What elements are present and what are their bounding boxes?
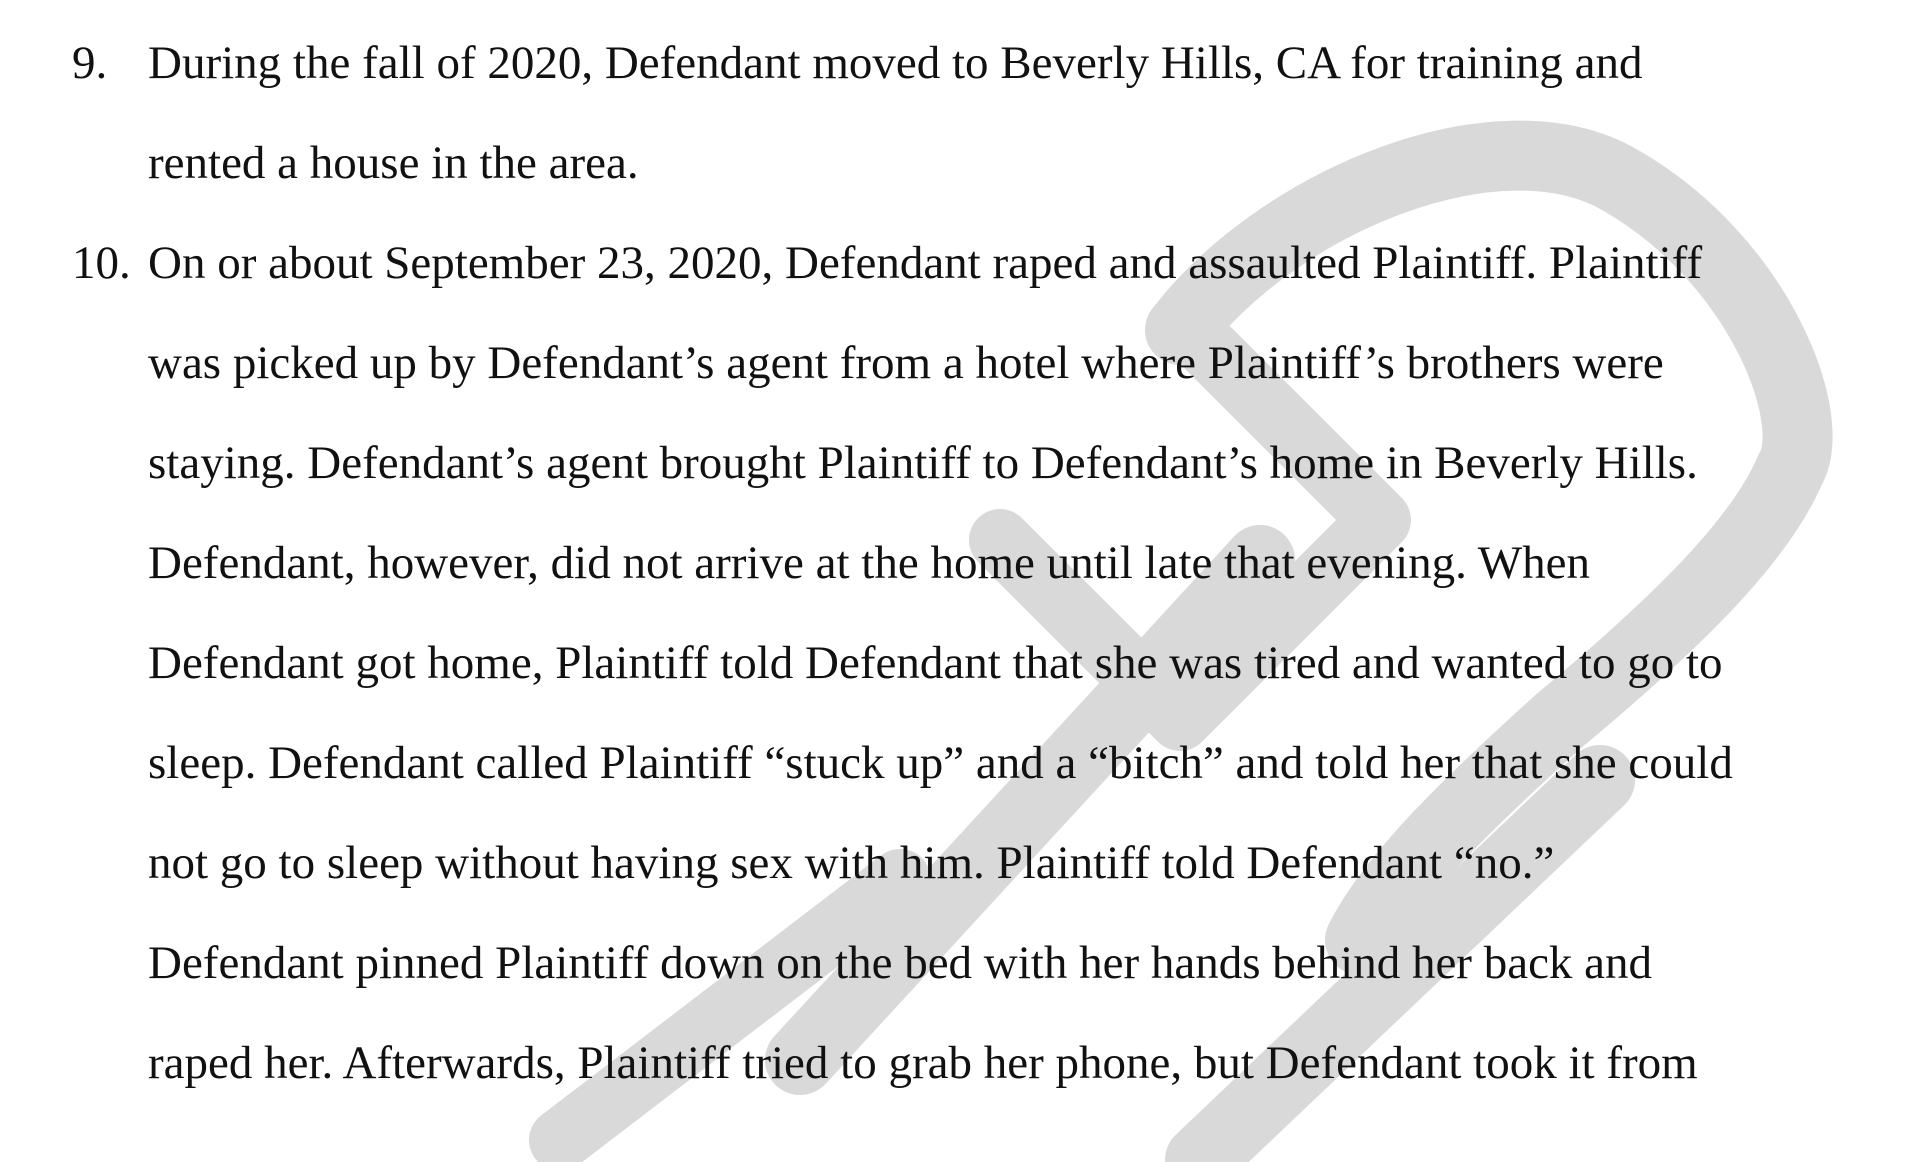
paragraph-line: was picked up by Defendant’s agent from a hotel where Plaintiff’s brothers were xyxy=(148,337,1664,389)
paragraph-line: Defendant pinned Plaintiff down on the bed with her hands behind her back and xyxy=(148,937,1653,989)
paragraph-line: Defendant got home, Plaintiff told Defendant that she was tired and wanted to go to xyxy=(148,637,1723,689)
paragraph-line: staying. Defendant’s agent brought Plaintiff to Defendant’s home in Beverly Hills. xyxy=(148,437,1698,489)
paragraph-line: sleep. Defendant called Plaintiff “stuck up” and a “bitch” and told her that she could xyxy=(148,737,1733,789)
paragraph-line: Defendant, however, did not arrive at the home until late that evening. When xyxy=(148,537,1591,589)
paragraph-line: During the fall of 2020, Defendant moved to Beverly Hills, CA for training and xyxy=(148,37,1643,89)
paragraph-line: raped her. Afterwards, Plaintiff tried to grab her phone, but Defendant took it from xyxy=(148,1037,1698,1089)
paragraph-line: On or about September 23, 2020, Defendant raped and assaulted Plaintiff. Plaintiff xyxy=(148,237,1703,289)
paragraph-number: 10. xyxy=(72,237,131,289)
paragraph-line: rented a house in the area. xyxy=(148,137,639,189)
paragraph-number: 9. xyxy=(72,37,108,89)
paragraph-line: not go to sleep without having sex with him. Plaintiff told Defendant “no.” xyxy=(148,837,1555,889)
